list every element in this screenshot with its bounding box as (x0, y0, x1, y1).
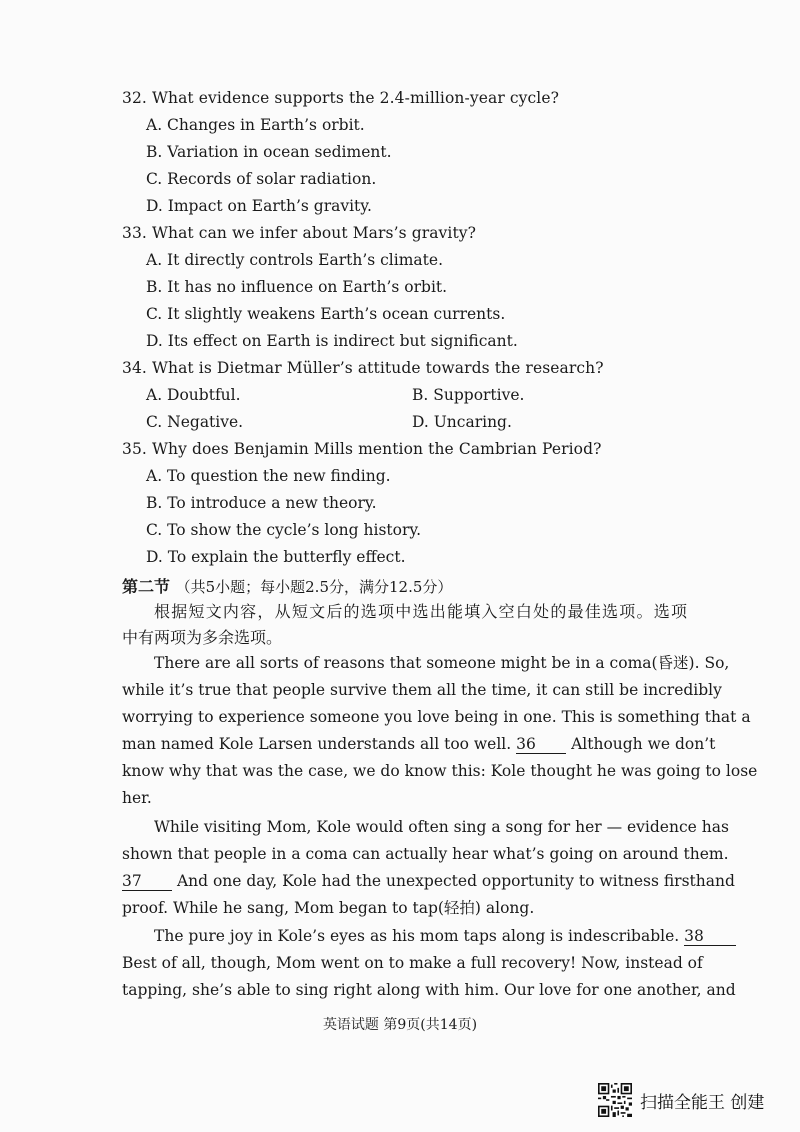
text-line: While visiting Mom, Kole would often sing a song for her — evidence has (154, 818, 729, 836)
blank-36: 36 (516, 735, 566, 754)
text-segment: And one day, Kole had the unexpected opportunity to witness firsthand (176, 872, 735, 890)
question-35-option-d: D. To explain the butterfly effect. (146, 548, 406, 566)
text-line-with-blank-37 (122, 868, 735, 895)
question-34-stem: 34. What is Dietmar Müller’s attitude towards the research? (122, 359, 604, 377)
section-header (122, 574, 452, 597)
question-35-option-a: A. To question the new finding. (146, 467, 391, 485)
question-33-option-c: C. It slightly weakens Earth’s ocean currents. (146, 305, 506, 323)
text-segment: Although we don’t (571, 735, 716, 753)
question-35-option-b: B. To introduce a new theory. (146, 494, 377, 512)
question-35-stem: 35. Why does Benjamin Mills mention the Cambrian Period? (122, 440, 602, 458)
text-line: proof. While he sang, Mom began to tap(轻拍) along. (122, 899, 535, 917)
text-segment: The pure joy in Kole’s eyes as his mom taps along is indescribable. (154, 927, 680, 945)
text-line: Best of all, though, Mom went on to make a full recovery! Now, instead of (122, 954, 703, 972)
blank-37: 37 (122, 872, 172, 891)
question-33-stem: 33. What can we infer about Mars’s gravity? (122, 224, 477, 242)
passage-paragraph-3 (122, 923, 736, 1004)
question-33-option-a: A. It directly controls Earth’s climate. (146, 251, 443, 269)
text-line: shown that people in a coma can actually hear what’s going on around them. (122, 845, 729, 863)
question-34-option-c: C. Negative. (146, 413, 244, 431)
question-33-option-d: D. Its effect on Earth is indirect but significant. (146, 332, 518, 350)
question-32-option-d: D. Impact on Earth’s gravity. (146, 197, 372, 215)
question-32-option-c: C. Records of solar radiation. (146, 170, 377, 188)
text-line-with-blank-36 (122, 731, 716, 758)
text-line: her. (122, 789, 152, 807)
section-score-note: （共5小题；每小题2.5分，满分12.5分） (175, 578, 453, 596)
instruction-line-1: 根据短文内容，从短文后的选项中选出能填入空白处的最佳选项。选项 (154, 602, 687, 621)
text-segment: man named Kole Larsen understands all too well. (122, 735, 512, 753)
text-line-with-blank-38 (122, 923, 704, 950)
text-line: There are all sorts of reasons that someone might be in a coma(昏迷). So, (154, 654, 730, 672)
section-instructions (122, 599, 687, 651)
text-line: worrying to experience someone you love being in one. This is something that a (122, 708, 751, 726)
text-line: while it’s true that people survive them all the time, it can still be incredibly (122, 681, 722, 699)
passage-paragraph-2 (122, 814, 735, 922)
instruction-line-2: 中有两项为多余选项。 (122, 628, 283, 647)
question-34-option-a: A. Doubtful. (146, 386, 241, 404)
page-footer: 英语试题 第9页(共14页) (322, 1017, 478, 1033)
passage-paragraph-1 (122, 650, 758, 812)
question-34-option-d: D. Uncaring. (412, 413, 512, 431)
scanner-watermark-text: 扫描全能王 创建 (640, 1092, 765, 1113)
scanner-watermark (598, 1083, 764, 1117)
qr-code-icon (598, 1083, 632, 1117)
question-32-option-a: A. Changes in Earth’s orbit. (146, 116, 365, 134)
question-34-option-b: B. Supportive. (412, 386, 525, 404)
text-line: know why that was the case, we do know this: Kole thought he was going to lose (122, 762, 758, 780)
question-33-option-b: B. It has no influence on Earth’s orbit. (146, 278, 448, 296)
question-35-option-c: C. To show the cycle’s long history. (146, 521, 421, 539)
blank-38: 38 (684, 927, 736, 946)
question-32-stem: 32. What evidence supports the 2.4-million-year cycle? (122, 89, 560, 107)
text-line: tapping, she’s able to sing right along with him. Our love for one another, and (122, 981, 736, 999)
question-32-option-b: B. Variation in ocean sediment. (146, 143, 392, 161)
section-title: 第二节 (122, 577, 171, 596)
